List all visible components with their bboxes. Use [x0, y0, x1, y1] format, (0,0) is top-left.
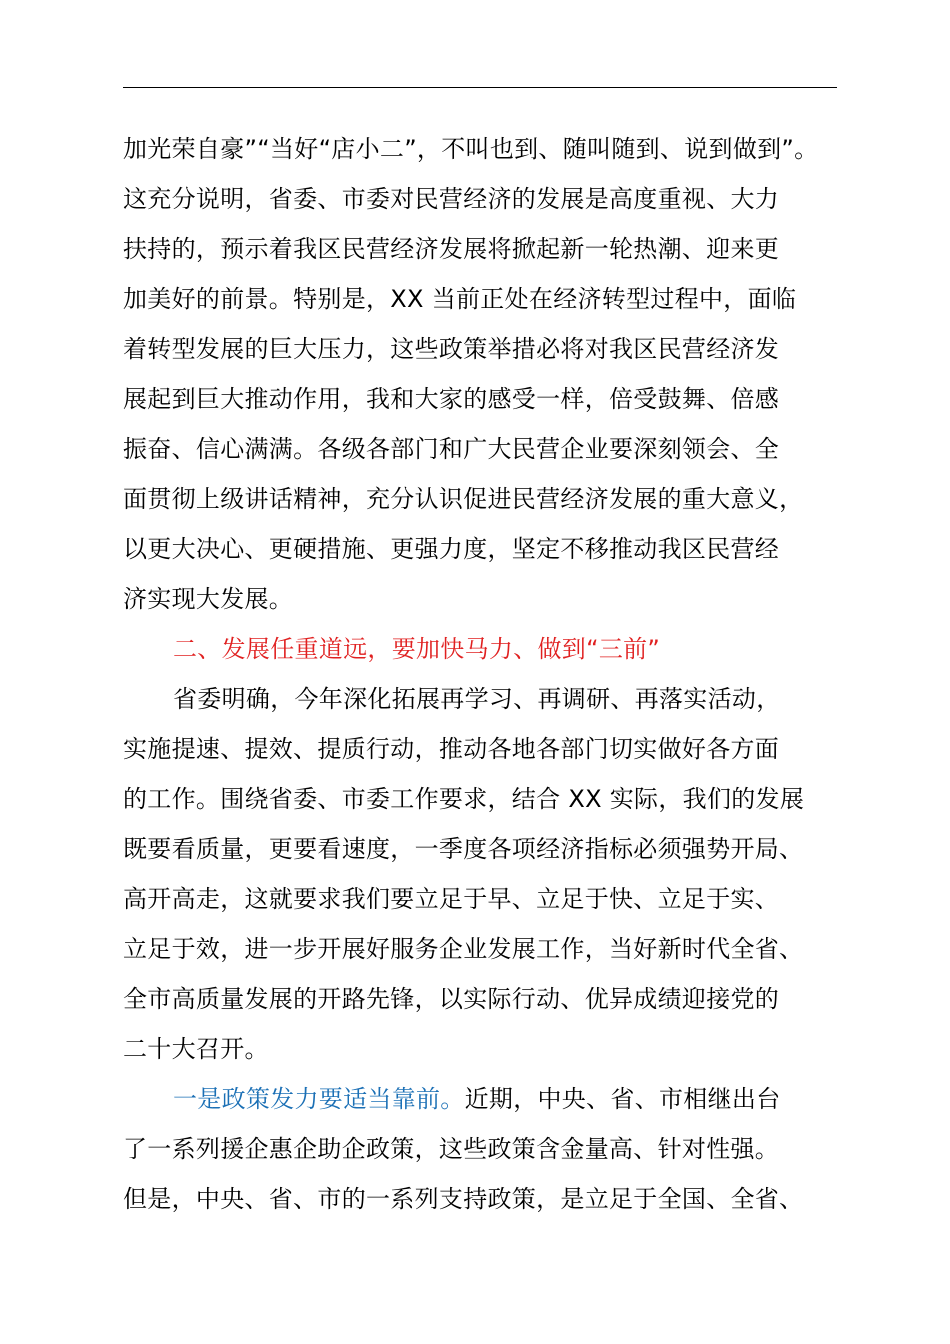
text-line: 高开高走，这就要求我们要立足于早、立足于快、立足于实、: [123, 885, 780, 913]
text-line: 这充分说明，省委、市委对民营经济的发展是高度重视、大力: [123, 185, 780, 213]
section-heading: 二、发展任重道远，要加快马力、做到“三前”: [173, 635, 661, 663]
paragraph-text: 近期，中央、省、市相继出台: [464, 1085, 781, 1113]
text-line: 了一系列援企惠企助企政策，这些政策含金量高、针对性强。: [123, 1135, 780, 1163]
text-line: 振奋、信心满满。各级各部门和广大民营企业要深刻领会、全: [123, 435, 780, 463]
text-line: 立足于效，进一步开展好服务企业发展工作，当好新时代全省、: [123, 935, 804, 963]
text-line: 面贯彻上级讲话精神，充分认识促进民营经济发展的重大意义，: [123, 485, 804, 513]
paragraph-1: [123, 124, 853, 624]
text-line: [123, 1074, 853, 1124]
text-line: 以更大决心、更硬措施、更强力度，坚定不移推动我区民营经: [123, 535, 780, 563]
paragraph-2: [123, 674, 853, 1074]
text-line: 但是，中央、省、市的一系列支持政策，是立足于全国、全省、: [123, 1185, 804, 1213]
text-line: 加美好的前景。特别是，XX 当前正处在经济转型过程中，面临: [123, 285, 797, 313]
paragraph-3: [123, 1074, 853, 1224]
text-line: 全市高质量发展的开路先锋，以实际行动、优异成绩迎接党的: [123, 985, 780, 1013]
header-rule: [123, 87, 837, 88]
paragraph-lead: 一是政策发力要适当靠前。: [173, 1085, 465, 1113]
text-line: 省委明确，今年深化拓展再学习、再调研、再落实活动，: [173, 685, 781, 713]
text-line: 济实现大发展。: [123, 585, 294, 613]
text-line: 扶持的，预示着我区民营经济发展将掀起新一轮热潮、迎来更: [123, 235, 780, 263]
document-body: [123, 124, 853, 1224]
text-line: 实施提速、提效、提质行动，推动各地各部门切实做好各方面: [123, 735, 780, 763]
text-line: 展起到巨大推动作用，我和大家的感受一样，倍受鼓舞、倍感: [123, 385, 780, 413]
text-line: 着转型发展的巨大压力，这些政策举措必将对我区民营经济发: [123, 335, 780, 363]
text-line: 加光荣自豪”“当好“店小二”，不叫也到、随叫随到、说到做到”。: [123, 135, 819, 163]
text-line: 的工作。围绕省委、市委工作要求，结合 XX 实际，我们的发展: [123, 785, 805, 813]
text-line: 二十大召开。: [123, 1035, 269, 1063]
text-line: 既要看质量，更要看速度，一季度各项经济指标必须强势开局、: [123, 835, 804, 863]
